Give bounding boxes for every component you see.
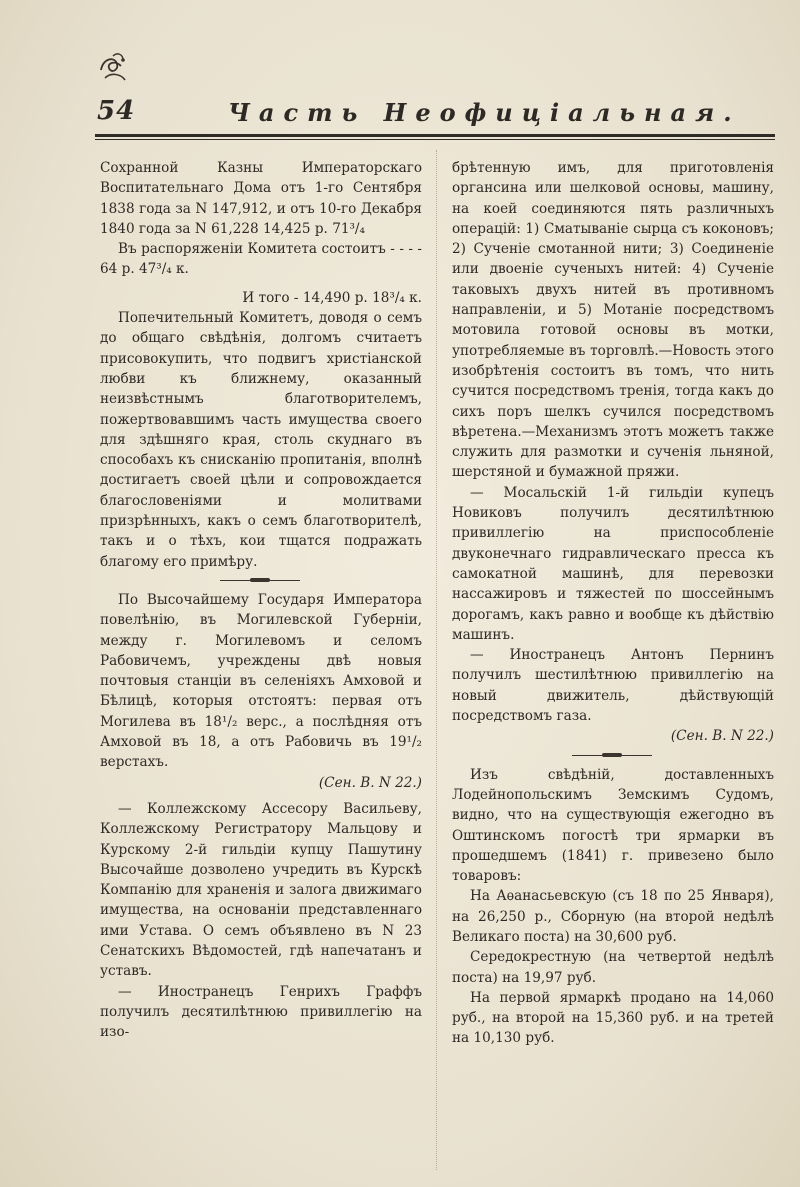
paragraph: На первой ярмаркѣ продано на 14,060 руб., на второй на 15,360 руб. и на третей на 10,130 руб. xyxy=(452,989,774,1047)
paragraph: — Коллежскому Ассесору Васильеву, Коллежскому Регистратору Мальцову и Курскому 2-й гильдіи купцу Пашутину Высочайше дозволено учредить въ Курскѣ Компанію для храненія и залога движимаго имущества, на основаніи представленнаго ими Устава. О семъ объявлено въ N 23 Сенатскихъ Вѣдомостей, гдѣ напечатанъ и уставъ. xyxy=(100,800,422,980)
section-separator xyxy=(100,572,422,590)
paragraph: Середокрестную (на четвертой недѣлѣ поста) на 19,97 руб. xyxy=(452,949,774,986)
paragraph: — Мосальскій 1-й гильдіи купецъ Новиковъ получилъ десятилѣтнюю привиллегію на приспособленіе двуконечнаго гидравлическаго пресса къ самокатной машинѣ, для перевозки нассажировъ и тяжестей по шоссейнымъ дорогамъ, какъ равно и вообще къ дѣйствію машинъ. xyxy=(452,484,774,643)
column-divider xyxy=(436,150,437,1170)
source-reference: (Сен. В. N 22.) xyxy=(318,774,422,791)
paragraph: На Аѳанасьевскую (съ 18 по 25 Января), на 26,250 р., Сборную (на второй недѣлѣ Великаго поста) на 30,600 руб. xyxy=(452,888,774,945)
left-column xyxy=(100,158,422,1042)
running-header: Часть Неофиціальная. xyxy=(228,98,741,127)
section-separator xyxy=(452,747,774,765)
header-rule xyxy=(95,134,775,140)
paragraph: — Иностранецъ Антонъ Пернинъ получилъ шестилѣтнюю привиллегію на новый движитель, дѣйствующій посредствомъ газа. xyxy=(452,647,774,725)
paragraph: Изъ свѣдѣній, доставленныхъ Лодейнопольскимъ Земскимъ Судомъ, видно, что на существующія ежегодно въ Оштинскомъ погостѣ три ярмарки въ прошедшемъ (1841) г. привезено было товаровъ: xyxy=(452,766,774,885)
page-number: 54 xyxy=(97,96,136,126)
paragraph: По Высочайшему Государя Императора повелѣнію, въ Могилевской Губерніи, между г. Могилевомъ и селомъ Рабовичемъ, учреждены двѣ новыя почтовыя станціи въ селеніяхъ Амховой и Бѣлицѣ, которыя отстоятъ: первая отъ Могилева въ 18¹/₂ верс., а послѣдняя отъ Амховой въ 18, а отъ Рабовичь въ 19¹/₂ верстахъ. xyxy=(100,591,422,771)
total-line: И того - 14,490 р. 18³/₄ к. xyxy=(242,289,422,306)
paragraph: Попечительный Комитетъ, доводя о семъ до общаго свѣдѣнія, долгомъ считаетъ присовокупить, что подвигъ христіанской любви къ ближнему, оказанный неизвѣстнымъ благотворителемъ, пожертвовавшимъ часть имущества своего для здѣшняго края, столь скуднаго въ способахъ къ снисканію пропитанія, вполнѣ достигаетъ своей цѣли и сопровождается благословеніями и молитвами призрѣнныхъ, какъ о семъ благотворителѣ, такъ и о тѣхъ, кои тщатся подражать благому его примѣру. xyxy=(100,310,422,570)
fleuron-ornament-icon xyxy=(93,50,133,86)
source-reference: (Сен. В. N 22.) xyxy=(670,728,774,745)
right-column xyxy=(452,158,774,1049)
paragraph: брѣтенную имъ, для приготовленія органсина или шелковой основы, машину, на коей соединяются пять различныхъ операцій: 1) Сматываніе сырца съ коконовъ; 2) Сученіе смотанной нити; 3) Соединеніе или двоеніе сученыхъ нитей: 4) Сученіе таковыхъ двухъ нитей въ противномъ направленіи, и 5) Мотаніе посредствомъ мотовила готовой основы въ мотки, употребляемые въ торговлѣ.—Новость этого изобрѣтенія состоитъ въ томъ, что нить сучится посредствомъ тренія, тогда какъ до сихъ поръ шелкъ сучился посредствомъ вѣретена.—Механизмъ этотъ можетъ также служить для размотки и сученія льняной, шерстяной и бумажной пряжи. xyxy=(452,160,774,481)
paragraph: Сохранной Казны Императорскаго Воспитательнаго Дома отъ 1-го Сентября 1838 года за N 147,912, и отъ 10-го Декабря 1840 года за N 61,228 14,425 р. 71³/₄ xyxy=(100,160,422,237)
paragraph: Въ распоряженіи Комитета состоитъ - - - - 64 р. 47³/₄ к. xyxy=(100,241,422,278)
paragraph: — Иностранецъ Генрихъ Граффъ получилъ десятилѣтнюю привиллегію на изо- xyxy=(100,983,422,1041)
